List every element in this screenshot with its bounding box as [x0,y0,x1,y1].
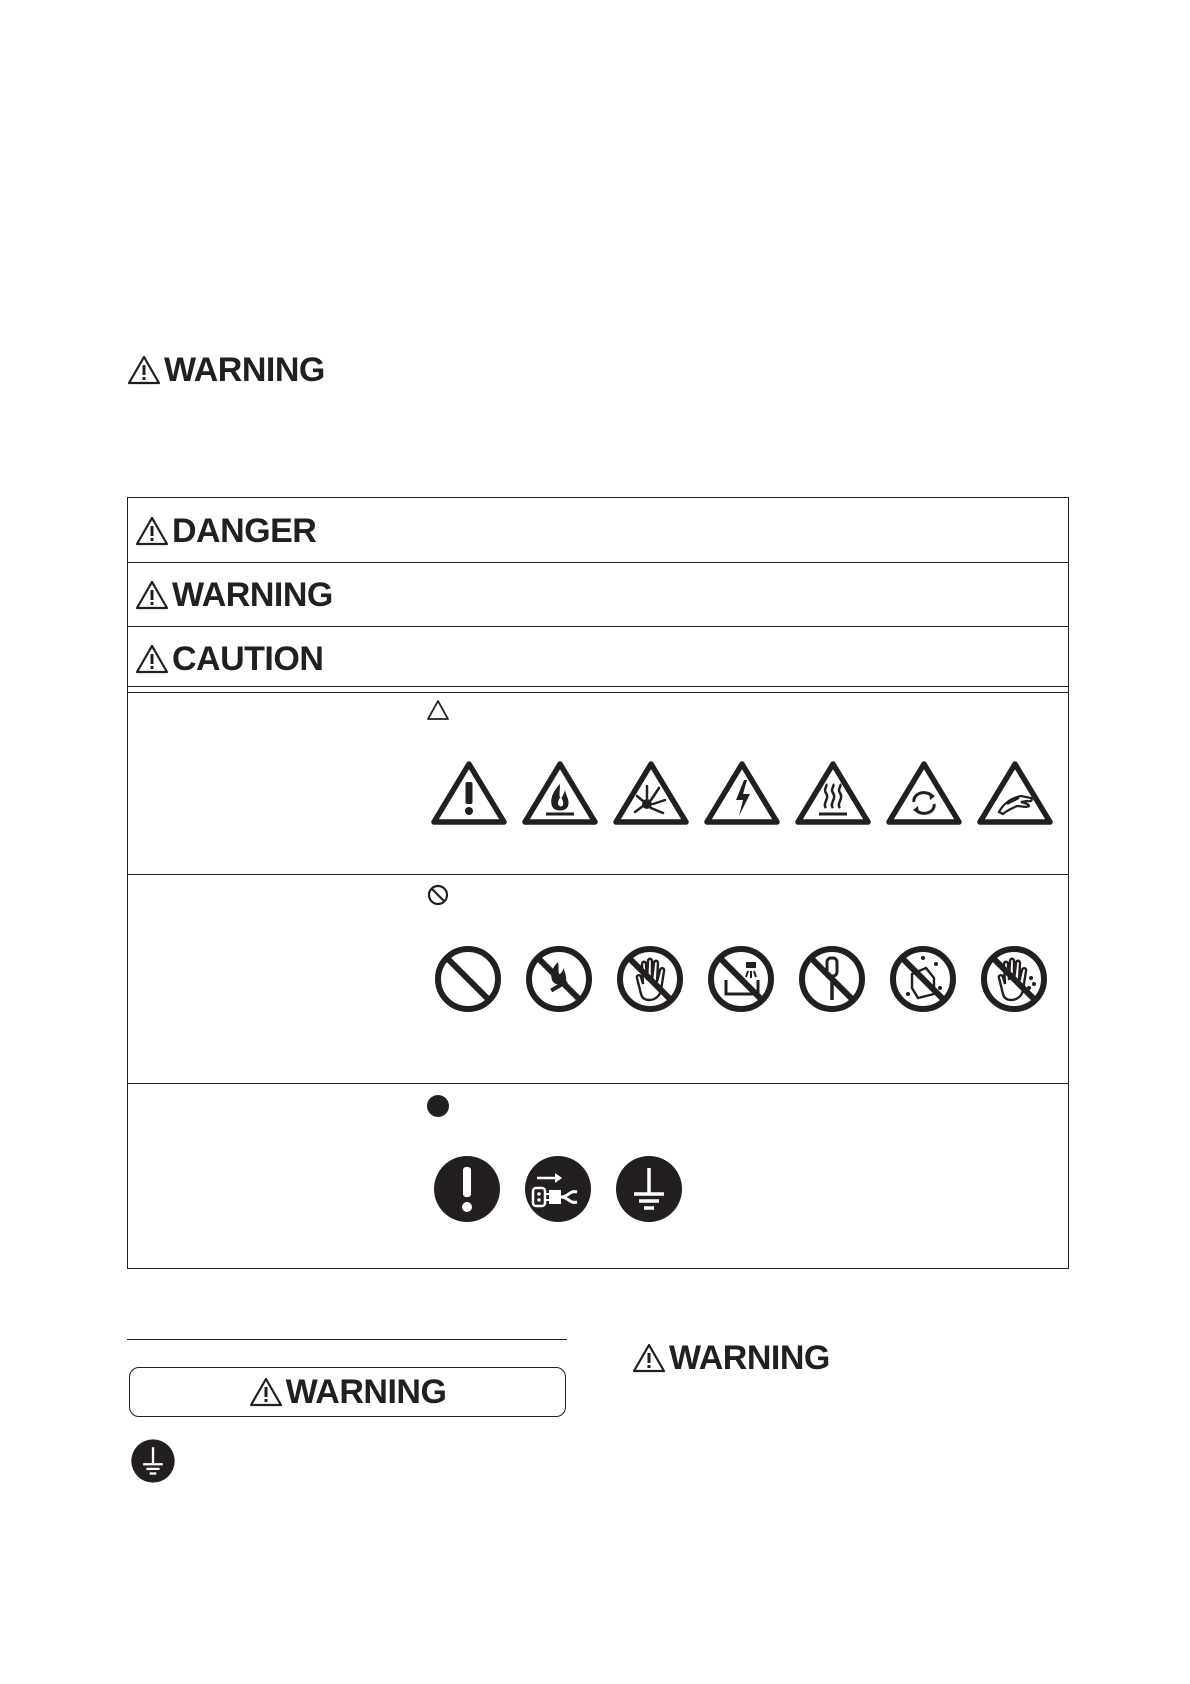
rotating-parts-icon [886,760,962,826]
warning-signal-word [135,578,333,612]
ground-connection-icon [614,1154,684,1224]
warning-triangle-icon [249,1377,283,1407]
hot-surface-icon [795,760,871,826]
caution-signal-word [135,642,323,676]
pinch-hazard-icon [977,760,1053,826]
grounding-warning-label: WARNING [285,1373,447,1411]
electric-shock-icon [704,760,780,826]
warning-label: WARNING [172,576,333,614]
danger-signal-word [135,514,316,548]
divider [128,1083,1068,1084]
no-disassembly-icon [797,944,867,1014]
section-rule [127,1339,567,1340]
divider [128,686,1068,687]
warning-triangle-icon [135,516,169,546]
divider [128,874,1068,875]
unplug-power-icon [523,1154,593,1224]
divider [128,692,1068,693]
right-warning-heading [632,1341,830,1375]
warning-triangle-icon [632,1343,666,1373]
danger-label: DANGER [172,512,317,550]
flammable-icon [522,760,598,826]
warning-triangle-icon [135,644,169,674]
grounding-warning-box [129,1367,566,1417]
right-warning-label: WARNING [669,1339,830,1377]
no-water-icon [706,944,776,1014]
no-wet-location-icon [888,944,958,1014]
divider [128,626,1068,627]
mandatory-action-icon [432,1154,502,1224]
triangle-outline-icon [426,699,450,721]
warning-triangle-icon [135,580,169,610]
explosion-icon [613,760,689,826]
prohibition-circle-icon [426,883,450,907]
caution-label: CAUTION [172,640,324,678]
ground-connection-icon [130,1438,176,1484]
warning-triangle-icon [127,355,161,385]
safety-symbol-legend [127,497,1069,1269]
divider [128,562,1068,563]
grounding-warning-heading [249,1375,447,1409]
general-caution-icon [431,760,507,826]
general-prohibition-icon [433,944,503,1014]
do-not-touch-icon [615,944,685,1014]
filled-circle-icon [426,1094,450,1118]
warning-heading [127,353,325,387]
no-fire-icon [524,944,594,1014]
no-wet-hands-icon [979,944,1049,1014]
warning-heading-label: WARNING [164,351,325,389]
